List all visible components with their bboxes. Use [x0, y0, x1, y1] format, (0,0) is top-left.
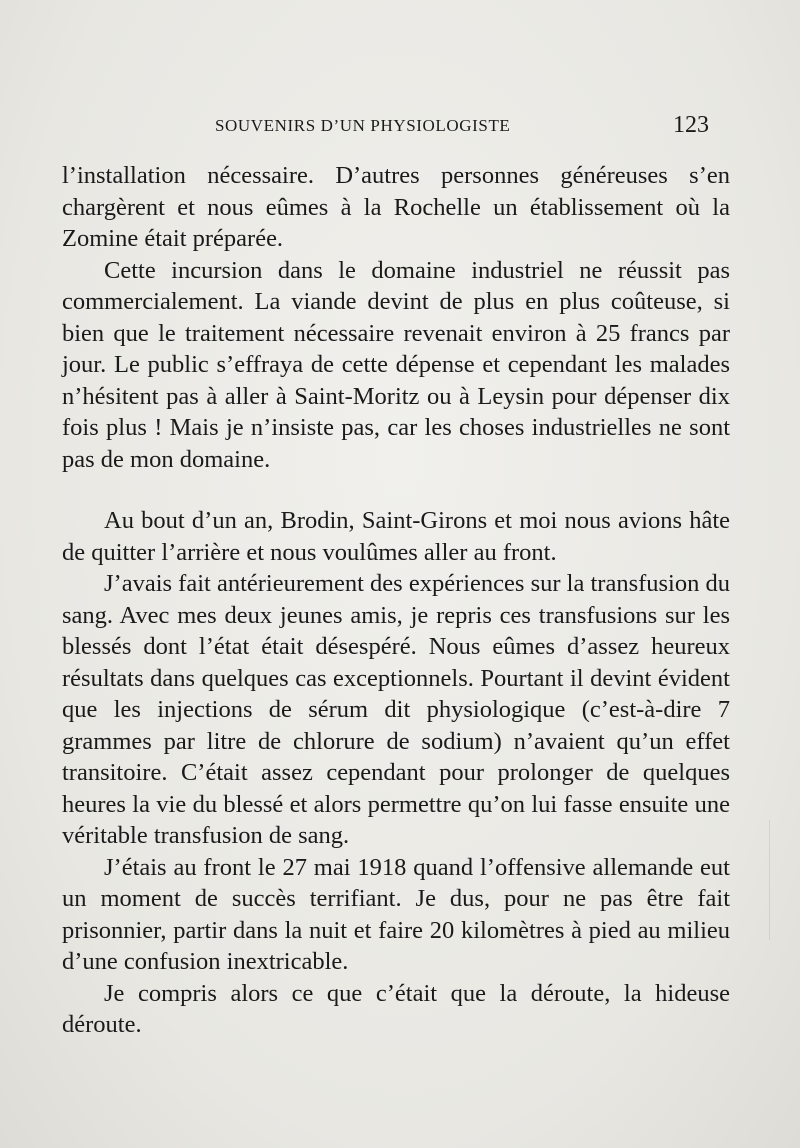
body-text: [62, 160, 730, 1041]
paragraph-offensive: J’étais au front le 27 mai 1918 quand l’offensive allemande eut un moment de succès terrifiant. Je dus, pour ne pas être fait prisonnier, partir dans la nuit et faire 20 kilomètres à pied au milieu d’une confusion inextricable.: [62, 853, 730, 975]
paragraph-industrial-incursion: Cette incursion dans le domaine industriel ne réussit pas commercialement. La viande devint de plus en plus coûteuse, si bien que le traitement nécessaire revenait environ à 25 francs par jour. Le public s’effraya de cette dépense et cependant les malades n’hésitent pas à aller à Saint-Moritz ou à Leysin pour dépenser dix fois plus ! Mais je n’insiste pas, car les choses industrielles ne sont pas de mon domaine.: [62, 256, 730, 473]
paragraph-deroute: Je compris alors ce que c’était que la déroute, la hideuse déroute.: [62, 979, 730, 1038]
page-number: 123: [673, 112, 709, 138]
running-header: [0, 112, 800, 140]
running-title: SOUVENIRS D’UN PHYSIOLOGISTE: [215, 116, 511, 135]
paragraph-continuation: l’installation nécessaire. D’autres personnes généreuses s’en chargèrent et nous eûmes à la Rochelle un établissement où la Zomine était préparée.: [62, 162, 730, 252]
paragraph-transfusion: J’avais fait antérieurement des expériences sur la transfusion du sang. Avec mes deux jeunes amis, je repris ces transfusions sur les blessés dont l’état était désespéré. Nous eûmes d’assez heureux résultats dans quelques cas exceptionnels. Pourtant il devint évident que les injections de sérum dit physiologique (c’est-à-dire 7 grammes par litre de chlorure de sodium) n’avaient qu’un effet transitoire. C’était assez cependant pour prolonger de quelques heures la vie du blessé et alors permettre qu’on lui fasse ensuite une véritable transfusion de sang.: [62, 570, 730, 849]
page-edge-shadow: [769, 820, 770, 940]
paragraph-front: Au bout d’un an, Brodin, Saint-Girons et moi nous avions hâte de quitter l’arrière et nous voulûmes aller au front.: [62, 507, 730, 566]
